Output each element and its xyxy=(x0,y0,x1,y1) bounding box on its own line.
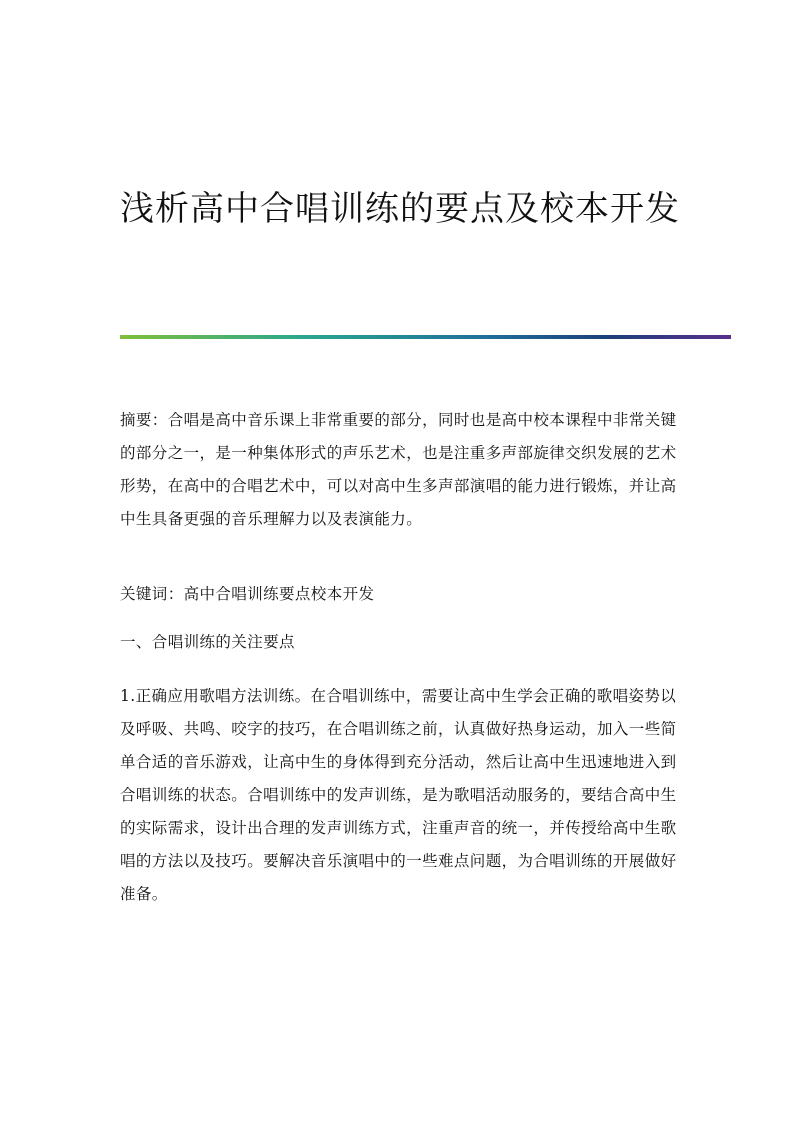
title-divider xyxy=(120,335,731,339)
document-title: 浅析高中合唱训练的要点及校本开发 xyxy=(120,189,680,229)
abstract-paragraph: 摘要：合唱是高中音乐课上非常重要的部分，同时也是高中校本课程中非常关键的部分之一，是一种集体形式的声乐艺术，也是注重多声部旋律交织发展的艺术形势，在高中的合唱艺术中，可以对高中生多声部演唱的能力进行锻炼，并让高中生具备更强的音乐理解力以及表演能力。 xyxy=(120,411,677,528)
keywords-line: 关键词：高中合唱训练要点校本开发 xyxy=(120,585,375,603)
section-heading: 一、合唱训练的关注要点 xyxy=(120,633,295,651)
body-paragraph: 1.正确应用歌唱方法训练。在合唱训练中，需要让高中生学会正确的歌唱姿势以及呼吸、共鸣、咬字的技巧，在合唱训练之前，认真做好热身运动，加入一些简单合适的音乐游戏，让高中生的身体得到充分活动，然后让高中生迅速地进入到合唱训练的状态。合唱训练中的发声训练，是为歌唱活动服务的，要结合高中生的实际需求，设计出合理的发声训练方式，注重声音的统一，并传授给高中生歌唱的方法以及技巧。要解决音乐演唱中的一些难点问题，为合唱训练的开展做好准备。 xyxy=(120,687,677,903)
